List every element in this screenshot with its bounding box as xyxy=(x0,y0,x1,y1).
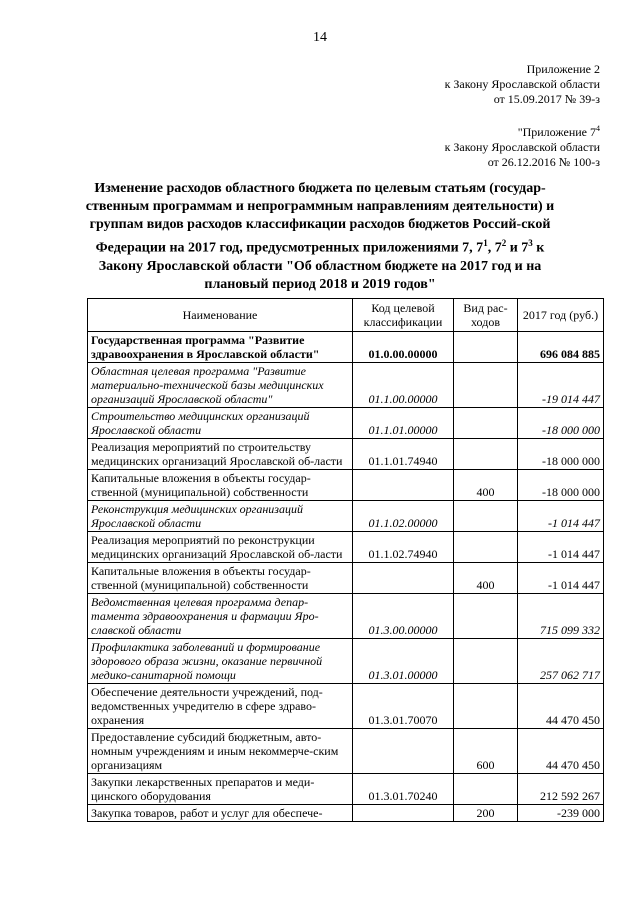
row-name: Реализация мероприятий по строительству медицинских организаций Ярославской об-ласти xyxy=(88,439,353,470)
row-code: 01.3.00.00000 xyxy=(353,594,454,639)
row-name: Обеспечение деятельности учреждений, под-ведомственных учредителю в сфере здраво-охранения xyxy=(88,684,353,729)
table-row xyxy=(88,639,604,684)
row-name: Закупка товаров, работ и услуг для обеспече- xyxy=(88,805,353,822)
row-kind xyxy=(454,594,518,639)
row-name: Государственная программа "Развитие здравоохранения в Ярославской области" xyxy=(88,332,353,363)
row-name: Строительство медицинских организаций Ярославской области xyxy=(88,408,353,439)
row-code: 01.3.01.70240 xyxy=(353,774,454,805)
row-name: Реконструкция медицинских организаций Ярославской области xyxy=(88,501,353,532)
row-amount: -18 000 000 xyxy=(518,408,604,439)
row-kind xyxy=(454,332,518,363)
table-row xyxy=(88,563,604,594)
appendix-current-title: Приложение 2 xyxy=(526,62,600,76)
header-code: Код целевой классификации xyxy=(353,299,454,332)
row-amount: -18 000 000 xyxy=(518,470,604,501)
row-kind xyxy=(454,439,518,470)
row-kind xyxy=(454,684,518,729)
row-amount: 44 470 450 xyxy=(518,729,604,774)
table-row xyxy=(88,501,604,532)
appendix-current-law: к Закону Ярославской области xyxy=(444,77,600,91)
row-amount: 212 592 267 xyxy=(518,774,604,805)
row-code xyxy=(353,805,454,822)
row-amount: -1 014 447 xyxy=(518,563,604,594)
row-kind xyxy=(454,501,518,532)
row-code: 01.1.01.74940 xyxy=(353,439,454,470)
table-row xyxy=(88,729,604,774)
row-code xyxy=(353,729,454,774)
document-title: Изменение расходов областного бюджета по целевым статьям (государ-ственным программам и непрограммным направлениям деятельности) и группам видов расходов классификации расходов бюджетов Россий-ской Федерации на 2017 год, предусмотренных приложениями 7, $7^1$, $7^2$ и $7^3$ к Закону Ярославской области "Об областном бюджете на 2017 год и на плановый период 2018 и 2019 годов" xyxy=(85,181,555,292)
row-kind xyxy=(454,774,518,805)
row-name: Профилактика заболеваний и формирование здорового образа жизни, оказание первичной медико-санитарной помощи xyxy=(88,639,353,684)
row-amount: -1 014 447 xyxy=(518,501,604,532)
row-amount: -1 014 447 xyxy=(518,532,604,563)
table-row xyxy=(88,363,604,408)
row-amount: -239 000 xyxy=(518,805,604,822)
row-amount: 696 084 885 xyxy=(518,332,604,363)
table-row xyxy=(88,408,604,439)
table-row xyxy=(88,774,604,805)
row-name: Предоставление субсидий бюджетным, авто-номным учреждениям и иным некоммерче-ским организациям xyxy=(88,729,353,774)
table-row xyxy=(88,594,604,639)
row-amount: -18 000 000 xyxy=(518,439,604,470)
row-kind: 400 xyxy=(454,563,518,594)
row-kind: 600 xyxy=(454,729,518,774)
row-name: Ведомственная целевая программа депар-тамента здравоохранения и фармации Яро-славской области xyxy=(88,594,353,639)
table-row xyxy=(88,805,604,822)
row-amount: 715 099 332 xyxy=(518,594,604,639)
row-code: 01.3.01.70070 xyxy=(353,684,454,729)
row-name: Капитальные вложения в объекты государ-ственной (муниципальной) собственности xyxy=(88,563,353,594)
appendix-current xyxy=(445,62,600,107)
row-kind: 200 xyxy=(454,805,518,822)
appendix-amended-title: "Приложение $7^4$ xyxy=(517,124,600,139)
row-kind xyxy=(454,363,518,408)
table-row xyxy=(88,332,604,363)
appendix-amended xyxy=(445,121,600,170)
budget-table xyxy=(87,298,604,822)
appendix-amended-date: от 26.12.2016 № 100-з xyxy=(487,155,600,169)
row-kind xyxy=(454,408,518,439)
row-code: 01.1.01.00000 xyxy=(353,408,454,439)
row-kind xyxy=(454,532,518,563)
row-name: Областная целевая программа "Развитие материально-технической базы медицинских организаций Ярославской области" xyxy=(88,363,353,408)
row-kind xyxy=(454,639,518,684)
page-number: 14 xyxy=(313,30,327,45)
header-name: Наименование xyxy=(88,299,353,332)
header-kind: Вид рас-ходов xyxy=(454,299,518,332)
row-amount: -19 014 447 xyxy=(518,363,604,408)
appendix-current-date: от 15.09.2017 № 39-з xyxy=(493,92,600,106)
table-header-row xyxy=(88,299,604,332)
header-amount: 2017 год (руб.) xyxy=(518,299,604,332)
row-name: Реализация мероприятий по реконструкции медицинских организаций Ярославской об-ласти xyxy=(88,532,353,563)
row-code: 01.0.00.00000 xyxy=(353,332,454,363)
row-amount: 257 062 717 xyxy=(518,639,604,684)
table-row xyxy=(88,684,604,729)
row-name: Капитальные вложения в объекты государ-ственной (муниципальной) собственности xyxy=(88,470,353,501)
row-code: 01.3.01.00000 xyxy=(353,639,454,684)
row-code: 01.1.02.00000 xyxy=(353,501,454,532)
appendix-amended-law: к Закону Ярославской области xyxy=(444,140,600,154)
row-amount: 44 470 450 xyxy=(518,684,604,729)
row-code: 01.1.00.00000 xyxy=(353,363,454,408)
table-row xyxy=(88,439,604,470)
row-name: Закупки лекарственных препаратов и меди-цинского оборудования xyxy=(88,774,353,805)
row-code xyxy=(353,470,454,501)
table-row xyxy=(88,470,604,501)
row-kind: 400 xyxy=(454,470,518,501)
row-code: 01.1.02.74940 xyxy=(353,532,454,563)
table-row xyxy=(88,532,604,563)
row-code xyxy=(353,563,454,594)
